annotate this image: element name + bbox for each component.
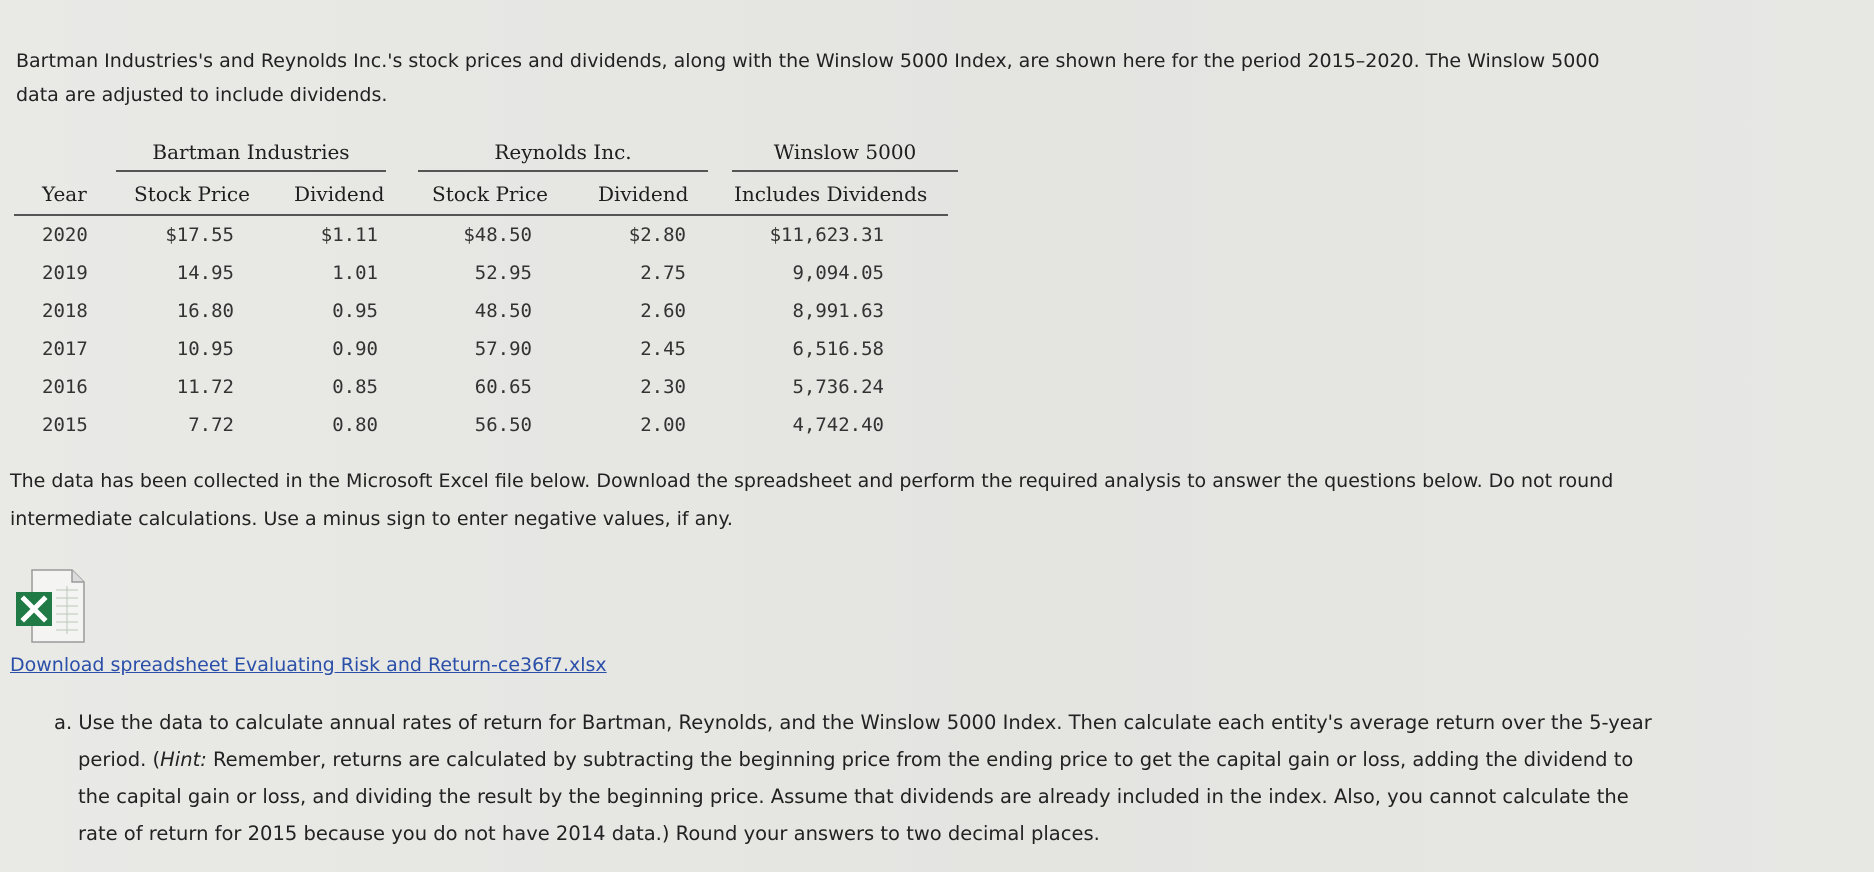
cell-year: 2019 [42,262,88,284]
cell-winslow-value: 9,094.05 [792,262,884,284]
cell-reynolds-price: 56.50 [474,414,532,436]
cell-year: 2020 [42,224,88,246]
col-header-bartman-price: Stock Price [134,182,250,206]
cell-bartman-dividend: 1.01 [332,262,378,284]
cell-reynolds-dividend: 2.30 [640,376,686,398]
cell-winslow-value: 8,991.63 [792,300,884,322]
col-header-reynolds-dividend: Dividend [598,182,689,206]
column-header-row [14,174,948,216]
table-row [14,330,1134,368]
cell-reynolds-dividend: 2.45 [640,338,686,360]
table-row [14,406,1134,444]
intro-paragraph [16,44,1856,112]
cell-winslow-value: 4,742.40 [792,414,884,436]
cell-reynolds-price: $48.50 [463,224,532,246]
question-a-hint-label: Hint: [160,748,207,771]
question-a-line-4: rate of return for 2015 because you do not have 2014 data.) Round your answers to two decimal places. [78,822,1100,845]
table-row [14,368,1134,406]
table-row [14,254,1134,292]
instructions-line-1: The data has been collected in the Microsoft Excel file below. Download the spreadsheet and perform the required analysis to answer the questions below. Do not round [10,470,1614,492]
group-header-winslow: Winslow 5000 [732,140,958,172]
cell-year: 2015 [42,414,88,436]
cell-reynolds-dividend: 2.60 [640,300,686,322]
question-a-line-2-post: Remember, returns are calculated by subtracting the beginning price from the ending price to get the capital gain or loss, adding the dividend to [206,748,1634,771]
cell-bartman-dividend: 0.85 [332,376,378,398]
question-a-line-3: the capital gain or loss, and dividing the result by the beginning price. Assume that dividends are already included in the index. Also, you cannot calculate the [78,785,1629,808]
cell-reynolds-price: 52.95 [474,262,532,284]
instructions-line-2: intermediate calculations. Use a minus sign to enter negative values, if any. [10,508,733,530]
cell-winslow-value: 6,516.58 [792,338,884,360]
cell-bartman-price: 11.72 [176,376,234,398]
col-header-reynolds-price: Stock Price [432,182,548,206]
cell-bartman-dividend: 0.90 [332,338,378,360]
col-header-winslow-includes: Includes Dividends [734,182,928,206]
col-header-year: Year [42,182,87,206]
question-a [54,704,1854,852]
cell-winslow-value: 5,736.24 [792,376,884,398]
cell-bartman-dividend: $1.11 [320,224,378,246]
cell-reynolds-dividend: 2.75 [640,262,686,284]
intro-line-1: Bartman Industries's and Reynolds Inc.'s stock prices and dividends, along with the Winslow 5000 Index, are shown here for the period 2015–2020. The Winslow 5000 [16,50,1600,72]
cell-year: 2016 [42,376,88,398]
question-a-line-1: a. Use the data to calculate annual rates of return for Bartman, Reynolds, and the Winslow 5000 Index. Then calculate each entity's average return over the 5-year [54,711,1652,734]
stock-data-table [14,134,1134,444]
question-a-line-2-pre: period. ( [78,748,161,771]
cell-reynolds-price: 57.90 [474,338,532,360]
cell-bartman-dividend: 0.80 [332,414,378,436]
cell-bartman-price: 16.80 [176,300,234,322]
group-header-bartman: Bartman Industries [116,140,386,172]
instructions-paragraph [10,462,1860,538]
download-spreadsheet-link[interactable]: Download spreadsheet Evaluating Risk and Return-ce36f7.xlsx [10,654,607,676]
cell-reynolds-dividend: $2.80 [628,224,686,246]
cell-reynolds-price: 60.65 [474,376,532,398]
excel-file-icon[interactable] [14,568,86,644]
cell-bartman-dividend: 0.95 [332,300,378,322]
cell-year: 2017 [42,338,88,360]
cell-year: 2018 [42,300,88,322]
cell-reynolds-price: 48.50 [474,300,532,322]
cell-bartman-price: $17.55 [165,224,234,246]
cell-winslow-value: $11,623.31 [769,224,884,246]
question-a-line-2 [54,741,1854,778]
table-row [14,292,1134,330]
intro-line-2: data are adjusted to include dividends. [16,84,388,106]
table-row [14,216,1134,254]
cell-reynolds-dividend: 2.00 [640,414,686,436]
col-header-bartman-dividend: Dividend [294,182,385,206]
group-header-row [14,134,1134,174]
cell-bartman-price: 14.95 [176,262,234,284]
cell-bartman-price: 10.95 [176,338,234,360]
group-header-reynolds: Reynolds Inc. [418,140,708,172]
cell-bartman-price: 7.72 [188,414,234,436]
